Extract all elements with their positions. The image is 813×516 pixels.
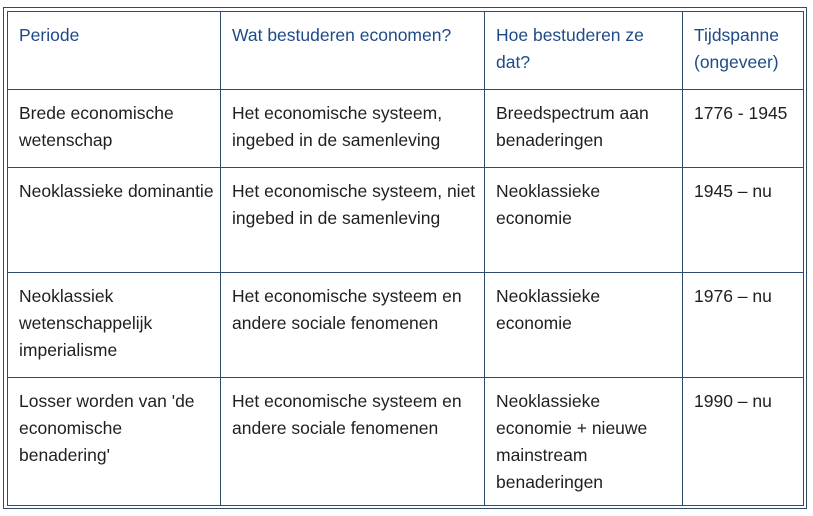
cell-wat: Het economische systeem, ingebed in de samenleving	[221, 90, 485, 168]
table-row	[8, 168, 804, 273]
cell-periode: Losser worden van 'de economische benadering'	[8, 378, 221, 506]
cell-wat: Het economische systeem en andere sociale fenomenen	[221, 378, 485, 506]
cell-periode: Neoklassieke dominantie	[8, 168, 221, 273]
cell-tijdspanne: 1976 – nu	[683, 273, 804, 378]
cell-tijdspanne: 1945 – nu	[683, 168, 804, 273]
table-header-row	[8, 12, 804, 90]
cell-wat: Het economische systeem, niet ingebed in de samenleving	[221, 168, 485, 273]
header-periode: Periode	[8, 12, 221, 90]
cell-wat: Het economische systeem en andere sociale fenomenen	[221, 273, 485, 378]
table-row	[8, 90, 804, 168]
cell-tijdspanne: 1990 – nu	[683, 378, 804, 506]
cell-periode: Neoklassiek wetenschappelijk imperialisme	[8, 273, 221, 378]
cell-hoe: Neoklassieke economie	[485, 168, 683, 273]
cell-tijdspanne: 1776 - 1945	[683, 90, 804, 168]
cell-hoe: Neoklassieke economie + nieuwe mainstream benaderingen	[485, 378, 683, 506]
header-hoe: Hoe bestuderen ze dat?	[485, 12, 683, 90]
table-row	[8, 378, 804, 506]
header-wat: Wat bestuderen economen?	[221, 12, 485, 90]
cell-periode: Brede economische wetenschap	[8, 90, 221, 168]
periods-table	[7, 11, 804, 506]
cell-hoe: Breedspectrum aan benaderingen	[485, 90, 683, 168]
table-row	[8, 273, 804, 378]
header-tijdspanne: Tijdspanne (ongeveer)	[683, 12, 804, 90]
cell-hoe: Neoklassieke economie	[485, 273, 683, 378]
